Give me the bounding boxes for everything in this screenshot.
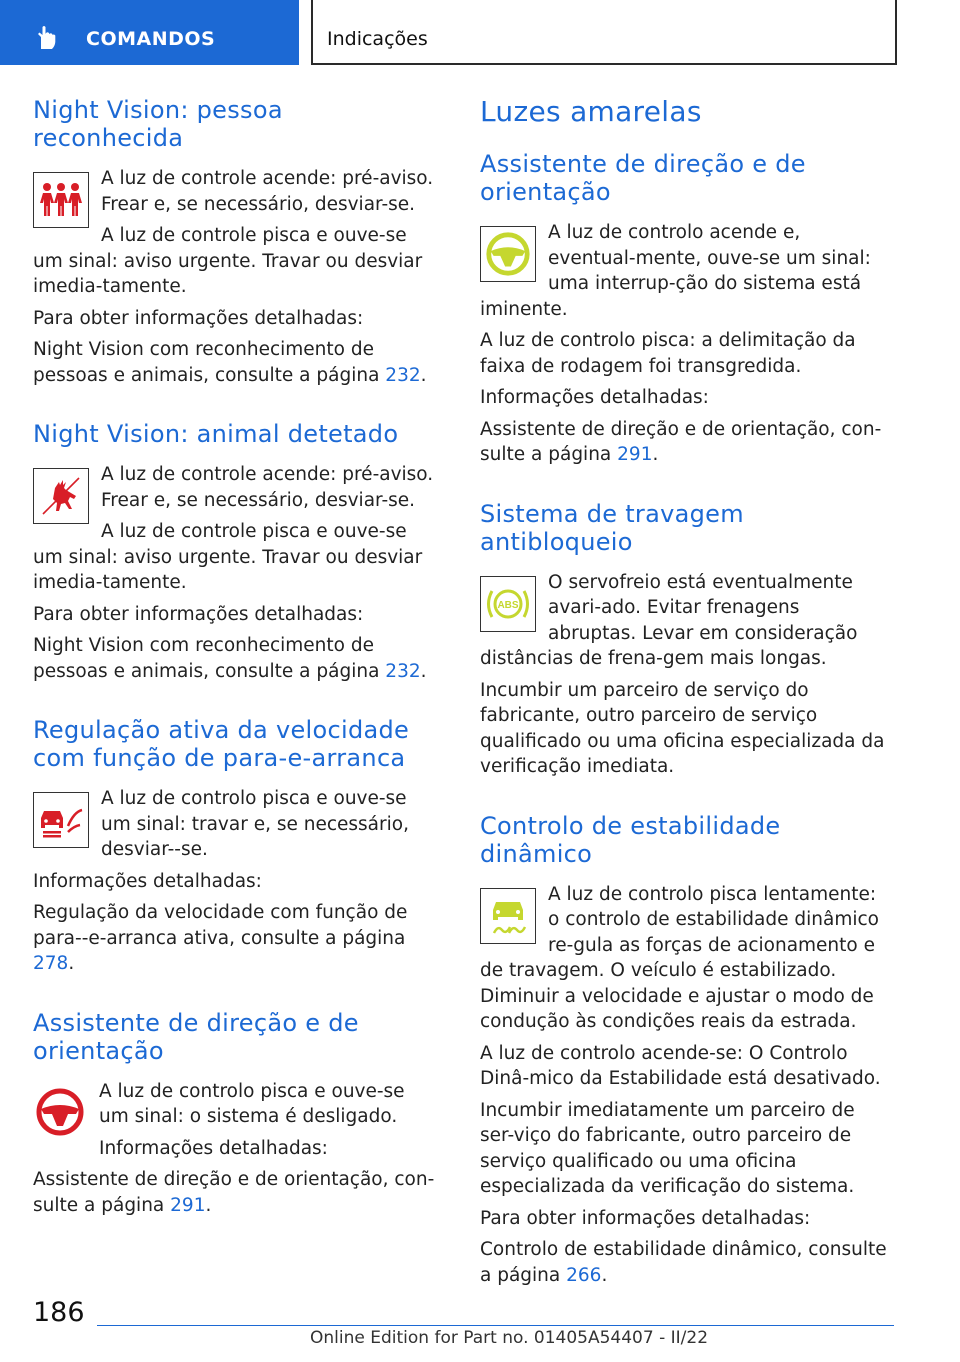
section-tab-label: COMANDOS (86, 28, 216, 50)
paragraph: A luz de controle pisca e ouve-se um sinal: aviso urgente. Travar ou desviar imedia-tamente. (33, 521, 423, 593)
car-distance-warning-icon (33, 792, 89, 848)
paragraph: Para obter informações detalhadas: (33, 307, 364, 329)
reference-text: Night Vision com reconhecimento de pessoas e animais, consulte a página (33, 339, 386, 386)
page-link[interactable]: 291 (617, 444, 653, 465)
punctuation: . (205, 1194, 212, 1216)
section-title: Regulação ativa da velocidade com função de para-e-arranca (33, 716, 410, 772)
section-title: Controlo de estabilidade dinâmico (480, 811, 781, 868)
reference-text: Assistente de direção e de orientação, con-sulte a página (33, 1169, 435, 1216)
paragraph: A luz de controlo pisca e ouve-se um sinal: o sistema é desligado. (99, 1080, 405, 1127)
paragraph: A luz de controlo pisca e ouve-se um sinal: travar e, se necessário, desviar--se. (101, 788, 409, 860)
abs-icon (480, 576, 536, 632)
chapter-tab-label: Indicações (327, 28, 428, 50)
paragraph: Para obter informações detalhadas: (480, 1207, 811, 1229)
steering-wheel-yellow-icon (480, 226, 536, 282)
paragraph (480, 1237, 890, 1288)
paragraph: Incumbir um parceiro de serviço do fabricante, outro parceiro de serviço qualificado ou uma oficina especializada da verificação imediata. (480, 679, 885, 777)
reference-text: Regulação da velocidade com função de para--e-arranca ativa, consulte a página (33, 902, 408, 949)
page-link[interactable]: 266 (566, 1264, 602, 1286)
section-night-vision-animal (33, 420, 438, 684)
paragraph: A luz de controlo acende e, eventual-mente, ouve-se um sinal: uma interrup-ção do sistema está iminente. (480, 222, 871, 320)
paragraph: Informações detalhadas: (480, 387, 709, 408)
dsc-skid-icon (480, 888, 536, 944)
punctuation: . (68, 953, 75, 974)
section-night-vision-person (33, 96, 438, 388)
paragraph: Incumbir imediatamente um parceiro de ser-viço do fabricante, outro parceiro de serviço qualificado ou uma oficina especializada da verificação do sistema. (480, 1099, 855, 1197)
paragraph: Informações detalhadas: (33, 870, 262, 892)
section-title: Assistente de direção e de orientação (33, 1008, 359, 1065)
paragraph: A luz de controle acende: pré-aviso. Frear e, se necessário, desviar-se. (101, 168, 434, 215)
punctuation: . (420, 364, 427, 386)
edition-note: Online Edition for Part no. 01405A54407 - II/22 (310, 1328, 709, 1348)
yellow-lights-heading: Luzes amarelas (480, 95, 702, 128)
section-tab[interactable] (0, 0, 299, 65)
paragraph: Informações detalhadas: (99, 1137, 328, 1159)
section-title: Sistema de travagem antibloqueio (480, 499, 744, 556)
hand-pointer-icon (32, 22, 62, 52)
paragraph (480, 417, 890, 468)
abs-icon-text: ABS (497, 599, 519, 611)
section-title: Assistente de direção e de orientação (480, 150, 806, 206)
deer-icon (33, 468, 89, 524)
section-dsc (480, 812, 890, 1289)
paragraph: A luz de controlo pisca lentamente: o controlo de estabilidade dinâmico re-gula as forças de acionamento e de travagem. O veículo é estabilizado. Diminuir a velocidade e ajustar o modo de condução às condições reais da estrada. (480, 883, 879, 1032)
section-steering-assistant-yellow (480, 150, 890, 468)
steering-wheel-red-icon (33, 1085, 87, 1139)
punctuation: . (420, 660, 427, 682)
punctuation: . (652, 444, 659, 465)
page-link[interactable]: 278 (33, 953, 69, 974)
right-column (480, 96, 890, 1320)
pedestrians-icon (33, 172, 89, 228)
page-link[interactable]: 291 (170, 1194, 206, 1216)
reference-text: Night Vision com reconhecimento de pessoas e animais, consulte a página (33, 635, 386, 682)
section-title: Night Vision: animal detetado (33, 420, 399, 448)
section-title: Night Vision: pessoa reconhecida (33, 96, 283, 152)
page-number: 186 (33, 1297, 85, 1328)
section-speed-regulation (33, 716, 438, 977)
paragraph: A luz de controle acende: pré-aviso. Frear e, se necessário, desviar-se. (101, 464, 434, 511)
paragraph: Para obter informações detalhadas: (33, 603, 364, 625)
paragraph (33, 633, 438, 684)
paragraph: A luz de controlo pisca: a delimitação da faixa de rodagem foi transgredida. (480, 330, 856, 377)
reference-text: Assistente de direção e de orientação, con-sulte a página (480, 418, 882, 465)
paragraph (33, 900, 438, 977)
punctuation: . (601, 1264, 608, 1286)
reference-text: Controlo de estabilidade dinâmico, consulte a página (480, 1239, 887, 1286)
section-steering-assistant-red (33, 1009, 438, 1219)
chapter-tab[interactable] (311, 0, 897, 65)
paragraph: O servofreio está eventualmente avari-ado. Evitar frenagens abruptas. Levar em consideração distâncias de frena-gem mais longas. (480, 571, 858, 669)
paragraph (33, 1167, 438, 1218)
left-column (33, 96, 438, 1250)
page-link[interactable]: 232 (385, 660, 421, 682)
paragraph: A luz de controlo acende-se: O Controlo Dinâ-mico da Estabilidade está desativado. (480, 1042, 881, 1089)
page-link[interactable]: 232 (385, 364, 421, 386)
paragraph (33, 337, 438, 388)
section-abs (480, 500, 890, 780)
paragraph: A luz de controle pisca e ouve-se um sinal: aviso urgente. Travar ou desviar imedia-tamente. (33, 225, 423, 297)
footer-divider (97, 1325, 894, 1326)
